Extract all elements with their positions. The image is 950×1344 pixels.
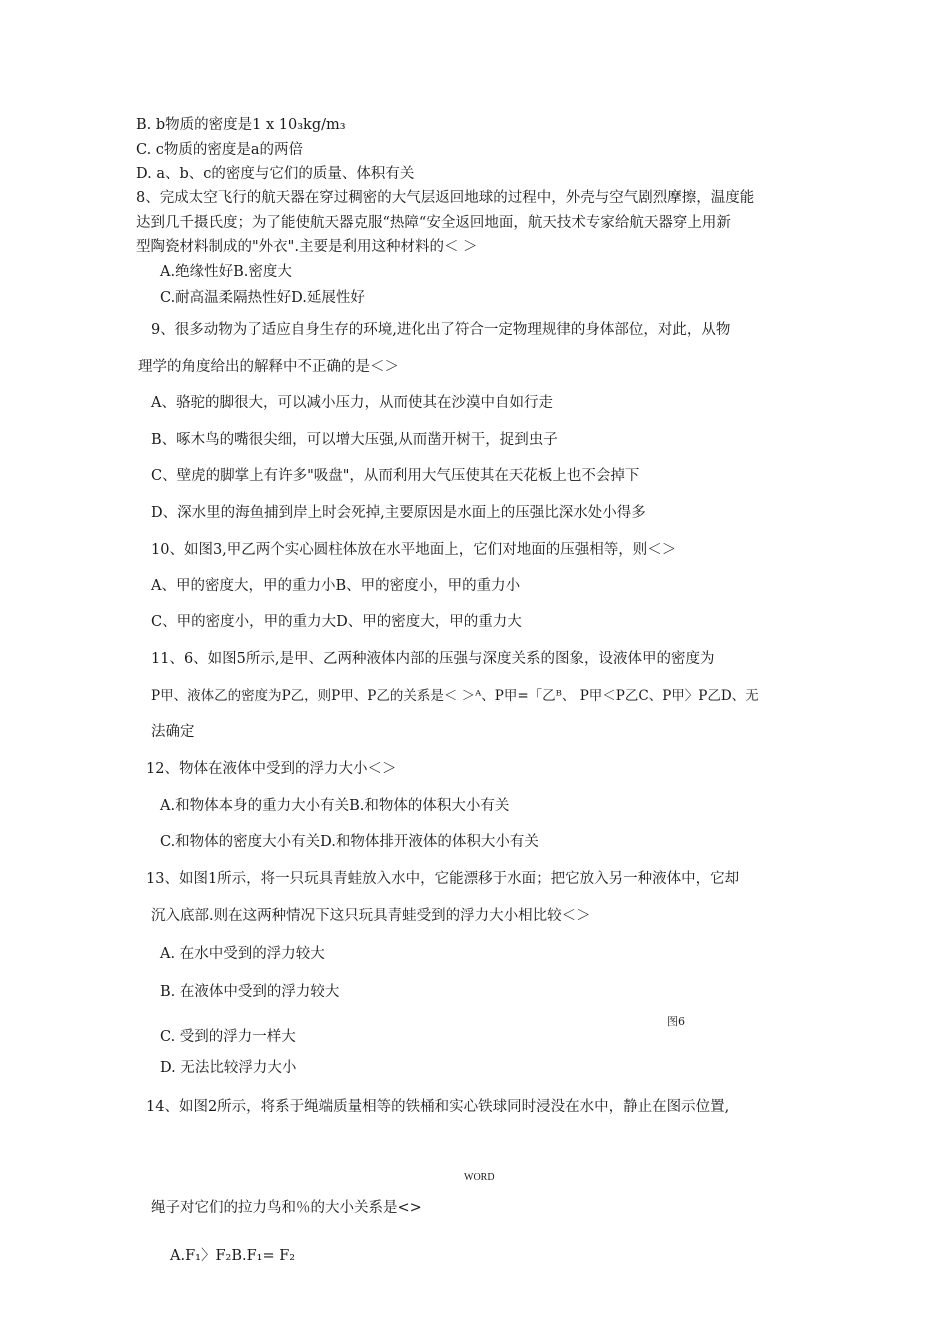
question-13-option-a: A. 在水中受到的浮力较大 (160, 946, 325, 962)
question-11-line-2: P甲、液体乙的密度为P乙，则P甲、P乙的关系是＜ ＞ᴬ、P甲=「乙ᴮ、 P甲＜P乙C、P甲〉P乙D、无 (151, 688, 759, 704)
question-13-option-c: C. 受到的浮力一样大 (160, 1029, 296, 1045)
question-8-options-cd: C.耐高温柔隔热性好D.延展性好 (160, 290, 365, 306)
question-10-options-ab: A、甲的密度大，甲的重力小B、甲的密度小，甲的重力小 (151, 578, 521, 594)
question-12-line-1: 12、物体在液体中受到的浮力大小＜＞ (146, 761, 397, 777)
option-c-density: C. c物质的密度是a的两倍 (136, 142, 304, 158)
question-12-options-cd: C.和物体的密度大小有关D.和物体排开液体的体积大小有关 (160, 834, 539, 850)
question-9-line-1: 9、很多动物为了适应自身生存的环境,进化出了符合一定物理规律的身体部位，对此，从物 (151, 322, 731, 338)
question-9-line-2: 理学的角度给出的解释中不正确的是＜＞ (138, 359, 399, 375)
figure-label: 图6 (667, 1015, 685, 1028)
option-d-density: D. a、b、c的密度与它们的质量、体积有关 (136, 166, 415, 182)
question-11-line-1: 11、6、如图5所示,是甲、乙两种液体内部的压强与深度关系的图象，设液体甲的密度为 (151, 651, 715, 667)
question-13-option-d: D. 无法比较浮力大小 (160, 1060, 297, 1076)
question-8-line-3: 型陶瓷材料制成的"外衣".主要是利用这种材料的＜ ＞ (136, 239, 478, 255)
question-11-line-3: 法确定 (151, 724, 195, 740)
question-10-options-cd: C、甲的密度小，甲的重力大D、甲的密度大，甲的重力大 (151, 614, 522, 630)
question-8-line-2: 达到几千摄氏度；为了能使航天器克服“热障“安全返回地面，航天技术专家给航天器穿上用新 (136, 215, 731, 231)
option-b-density: B. b物质的密度是1 x 10₃kg/m₃ (136, 117, 346, 133)
question-10-line-1: 10、如图3,甲乙两个实心圆柱体放在水平地面上，它们对地面的压强相等，则＜＞ (151, 542, 677, 558)
question-12-options-ab: A.和物体本身的重力大小有关B.和物体的体积大小有关 (160, 798, 510, 814)
question-14-options-ab: A.F₁〉F₂B.F₁= F₂ (170, 1248, 296, 1264)
question-9-option-a: A、骆驼的脚很大，可以减小压力，从而使其在沙漠中自如行走 (151, 395, 553, 411)
page-footer: WORD (464, 1172, 495, 1183)
question-14-line-1: 14、如图2所示，将系于绳端质量相等的铁桶和实心铁球同时浸没在水中，静止在图示位置, (146, 1099, 730, 1115)
question-14-line-2: 绳子对它们的拉力鸟和％的大小关系是<> (151, 1200, 422, 1216)
question-8-line-1: 8、完成太空飞行的航天器在穿过稠密的大气层返回地球的过程中，外壳与空气剧烈摩擦，温度能 (136, 190, 755, 206)
question-13-option-b: B. 在液体中受到的浮力较大 (160, 984, 340, 1000)
question-8-options-ab: A.绝缘性好B.密度大 (160, 264, 292, 280)
question-13-line-2: 沉入底部.则在这两种情况下这只玩具青蛙受到的浮力大小相比较＜＞ (151, 908, 591, 924)
question-9-option-d: D、深水里的海鱼捕到岸上时会死掉,主要原因是水面上的压强比深水处小得多 (151, 505, 646, 521)
question-9-option-c: C、壁虎的脚掌上有许多"吸盘"，从而利用大气压使其在天花板上也不会掉下 (151, 468, 640, 484)
question-9-option-b: B、啄木鸟的嘴很尖细，可以增大压强,从而凿开树干，捉到虫子 (151, 432, 558, 448)
question-13-line-1: 13、如图1所示，将一只玩具青蛙放入水中，它能漂移于水面；把它放入另一种液体中，它却 (146, 871, 740, 887)
